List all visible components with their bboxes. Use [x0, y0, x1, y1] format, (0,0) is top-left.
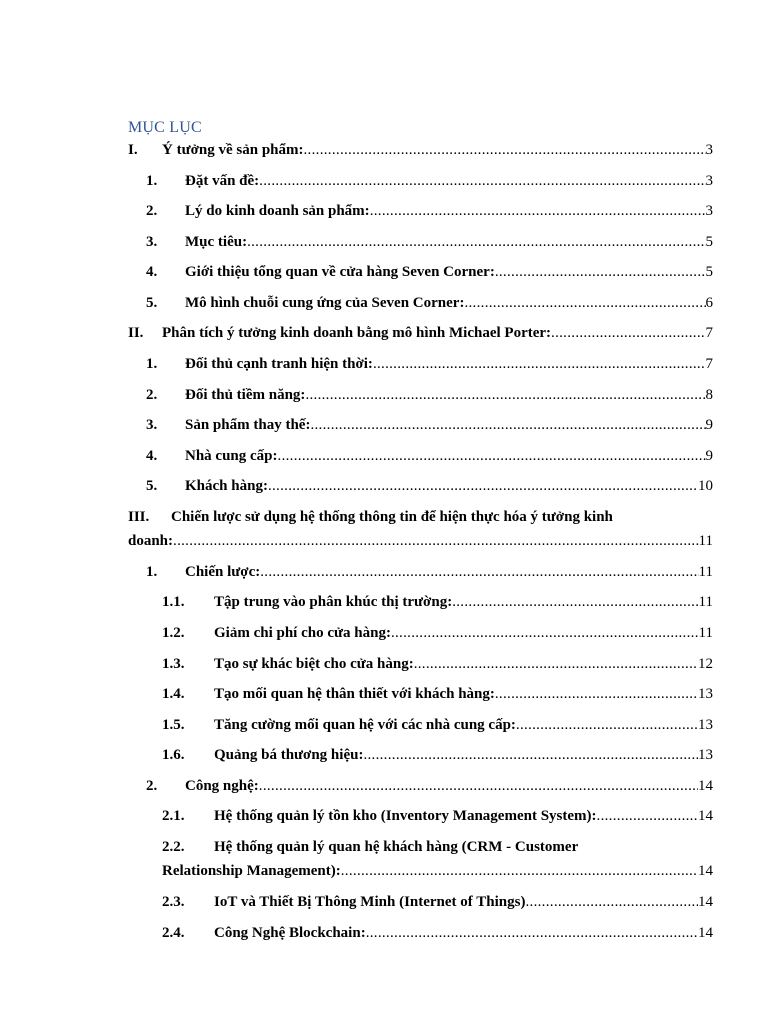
- toc-entry[interactable]: [0, 892, 768, 912]
- toc-entry-continuation[interactable]: [0, 531, 768, 551]
- toc-entry[interactable]: [0, 476, 768, 496]
- toc-entry-title: Giới thiệu tổng quan về cửa hàng Seven Corner:: [185, 264, 495, 280]
- toc-entry-number: 2.4.: [162, 925, 185, 941]
- toc-entry-title: Hệ thống quản lý tồn kho (Inventory Management System):: [214, 808, 597, 824]
- toc-entry-page: 7: [705, 356, 713, 372]
- toc-entry-number: 1.2.: [162, 625, 185, 641]
- toc-entry[interactable]: [0, 776, 768, 796]
- toc-entry-page: 14: [698, 925, 713, 941]
- toc-entry-title: Tăng cường mối quan hệ với các nhà cung cấp:: [214, 717, 516, 733]
- toc-entry-number: III.: [128, 509, 150, 525]
- toc-entry-title: Lý do kinh doanh sản phẩm:: [185, 203, 370, 219]
- toc-entry[interactable]: [0, 592, 768, 612]
- toc-entry[interactable]: [0, 745, 768, 765]
- toc-entry-page: 5: [705, 234, 713, 250]
- toc-entry-number: 1.4.: [162, 686, 185, 702]
- toc-entry-page: 12: [698, 656, 713, 672]
- toc-entry-title: Quảng bá thương hiệu:: [214, 747, 364, 763]
- toc-entry-title: Giảm chi phí cho cửa hàng:: [214, 625, 391, 641]
- toc-entry-number: 1.: [146, 564, 158, 580]
- toc-entry-number: 2.3.: [162, 894, 185, 910]
- toc-entry-page: 9: [705, 417, 713, 433]
- toc-entry-number: 1.5.: [162, 717, 185, 733]
- toc-entry-page: 3: [705, 173, 713, 189]
- toc-entry-title: Nhà cung cấp:: [185, 448, 278, 464]
- toc-entry-number: 1.6.: [162, 747, 185, 763]
- toc-entry-page: 11: [698, 564, 713, 580]
- dot-leader: [597, 806, 698, 826]
- toc-entry-page: 14: [698, 778, 713, 794]
- toc-entry[interactable]: [0, 262, 768, 282]
- toc-entry-number: 2.: [146, 387, 158, 403]
- toc-entry-page: 11: [698, 533, 713, 549]
- toc-entry-number: 5.: [146, 295, 158, 311]
- toc-entry-page: 6: [705, 295, 713, 311]
- toc-entry[interactable]: [0, 837, 768, 857]
- toc-entry-page: 14: [698, 863, 713, 879]
- toc-entry-page: 11: [698, 594, 713, 610]
- toc-entry-number: 1.: [146, 173, 158, 189]
- dot-leader: [259, 776, 698, 796]
- toc-entry-title: Ý tưởng về sản phẩm:: [162, 142, 304, 158]
- toc-entry-title: Khách hàng:: [185, 478, 268, 494]
- dot-leader: [516, 715, 698, 735]
- toc-entry-title: Sản phẩm thay thế:: [185, 417, 311, 433]
- toc-entry[interactable]: [0, 507, 768, 527]
- toc-entry-title: Chiến lược sử dụng hệ thống thông tin để hiện thực hóa ý tưởng kinh: [171, 509, 613, 525]
- toc-entry[interactable]: [0, 715, 768, 735]
- toc-entry-page: 3: [705, 142, 713, 158]
- toc-entry-title: IoT và Thiết Bị Thông Minh (Internet of Things): [214, 894, 526, 910]
- toc-entry-page: 13: [698, 747, 713, 763]
- dot-leader: [452, 592, 698, 612]
- toc-entry[interactable]: [0, 446, 768, 466]
- toc-entry-title: Đối thủ tiềm năng:: [185, 387, 306, 403]
- toc-entry-title: Tạo mối quan hệ thân thiết với khách hàng:: [214, 686, 495, 702]
- dot-leader: [391, 623, 699, 643]
- toc-entry[interactable]: [0, 201, 768, 221]
- toc-entry-title: Mục tiêu:: [185, 234, 248, 250]
- toc-entry-title: Công nghệ:: [185, 778, 259, 794]
- dot-leader: [247, 232, 705, 252]
- toc-entry-title: Tập trung vào phân khúc thị trường:: [214, 594, 453, 610]
- toc-entry-page: 11: [698, 625, 713, 641]
- dot-leader: [464, 293, 705, 313]
- toc-entry[interactable]: [0, 323, 768, 343]
- dot-leader: [370, 201, 706, 221]
- toc-entry-number: 5.: [146, 478, 158, 494]
- toc-entry-page: 10: [698, 478, 713, 494]
- dot-leader: [495, 684, 698, 704]
- toc-entry-page: 14: [698, 808, 713, 824]
- toc-entry[interactable]: [0, 654, 768, 674]
- toc-entry-number: 1.: [146, 356, 158, 372]
- dot-leader: [278, 446, 706, 466]
- toc-entry[interactable]: [0, 415, 768, 435]
- toc-entry-title: Mô hình chuỗi cung ứng của Seven Corner:: [185, 295, 465, 311]
- toc-entry-title: doanh:: [128, 533, 174, 549]
- dot-leader: [259, 171, 705, 191]
- toc-entry-number: 4.: [146, 448, 158, 464]
- toc-entry-title: Chiến lược:: [185, 564, 261, 580]
- toc-entry-page: 8: [705, 387, 713, 403]
- toc-entry-number: 2.1.: [162, 808, 185, 824]
- dot-leader: [341, 861, 698, 881]
- dot-leader: [414, 654, 698, 674]
- toc-entry-title: Đặt vấn đề:: [185, 173, 260, 189]
- dot-leader: [551, 323, 705, 343]
- toc-entry[interactable]: [0, 806, 768, 826]
- dot-leader: [268, 476, 698, 496]
- dot-leader: [495, 262, 706, 282]
- toc-entry[interactable]: [0, 562, 768, 582]
- toc-entry-number: 3.: [146, 417, 158, 433]
- toc-entry-page: 13: [698, 686, 713, 702]
- toc-entry-number: 2.: [146, 778, 158, 794]
- toc-entry-number: 1.3.: [162, 656, 185, 672]
- toc-entry[interactable]: [0, 171, 768, 191]
- toc-entry-number: II.: [128, 325, 144, 341]
- toc-entry-number: 2.2.: [162, 839, 185, 855]
- toc-entry-title: Công Nghệ Blockchain:: [214, 925, 366, 941]
- dot-leader: [310, 415, 705, 435]
- toc-entry-number: 1.1.: [162, 594, 185, 610]
- toc-entry-title: Relationship Management):: [162, 863, 341, 879]
- toc-entry[interactable]: [0, 623, 768, 643]
- toc-entry[interactable]: [0, 293, 768, 313]
- dot-leader: [363, 745, 698, 765]
- toc-entry-page: 3: [705, 203, 713, 219]
- toc-entry[interactable]: [0, 923, 768, 943]
- toc-entry[interactable]: [0, 232, 768, 252]
- toc-entry-title: Đối thủ cạnh tranh hiện thời:: [185, 356, 373, 372]
- toc-entry[interactable]: [0, 140, 768, 160]
- dot-leader: [366, 923, 698, 943]
- dot-leader: [173, 531, 699, 551]
- toc-entry-page: 7: [705, 325, 713, 341]
- toc-entry-title: Phân tích ý tưởng kinh doanh bằng mô hình Michael Porter:: [162, 325, 552, 341]
- toc-entry-number: 2.: [146, 203, 158, 219]
- toc-entry-page: 14: [698, 894, 713, 910]
- dot-leader: [525, 892, 698, 912]
- toc-entry-number: 3.: [146, 234, 158, 250]
- toc-entry[interactable]: [0, 385, 768, 405]
- toc-entry-number: I.: [128, 142, 138, 158]
- dot-leader: [373, 354, 706, 374]
- toc-entry-page: 13: [698, 717, 713, 733]
- toc-entry-title: Tạo sự khác biệt cho cửa hàng:: [214, 656, 414, 672]
- toc-entry-number: 4.: [146, 264, 158, 280]
- toc-entry-page: 9: [705, 448, 713, 464]
- toc-heading: MỤC LỤC: [128, 119, 202, 136]
- toc-entry[interactable]: [0, 354, 768, 374]
- dot-leader: [260, 562, 698, 582]
- toc-entry[interactable]: [0, 684, 768, 704]
- dot-leader: [304, 140, 706, 160]
- toc-entry-page: 5: [705, 264, 713, 280]
- toc-entry-continuation[interactable]: [0, 861, 768, 881]
- toc-entry-title: Hệ thống quản lý quan hệ khách hàng (CRM - Customer: [214, 839, 579, 855]
- dot-leader: [305, 385, 705, 405]
